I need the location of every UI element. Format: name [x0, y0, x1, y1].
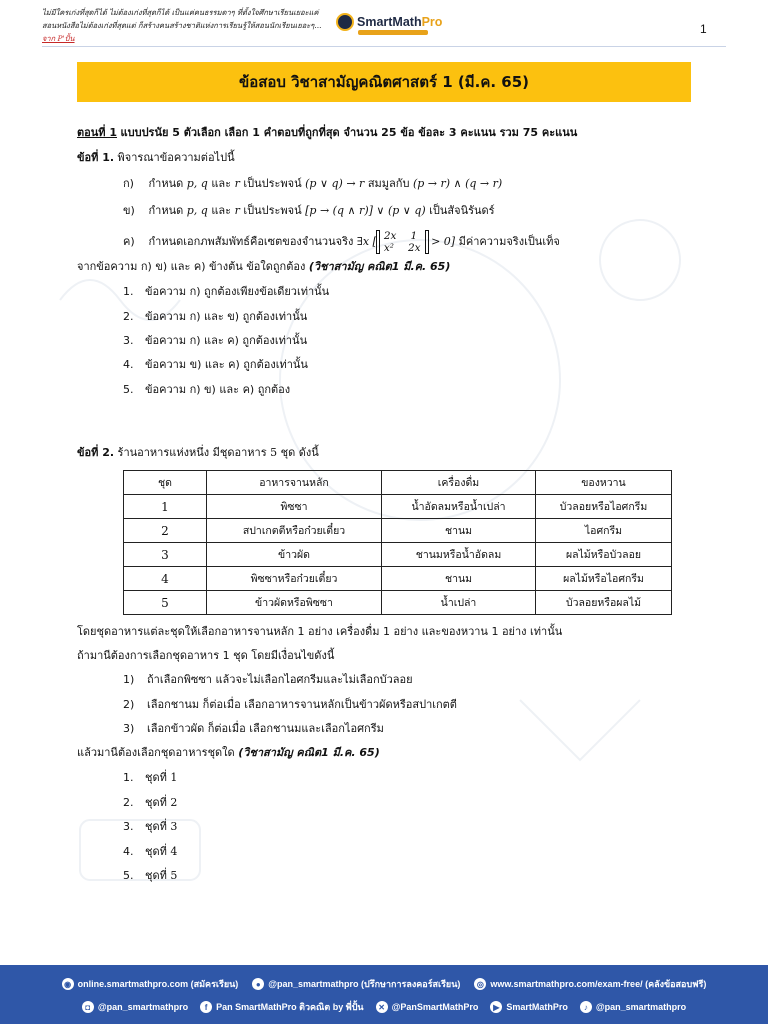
q1-choice[interactable]: 3. ข้อความ ก) และ ค) ถูกต้องเท่านั้น: [123, 334, 308, 347]
q1-choice[interactable]: 1. ข้อความ ก) ถูกต้องเพียงข้อเดียวเท่านั้น: [123, 285, 330, 298]
footer-link-tiktok[interactable]: ♪ @pan_smartmathpro: [580, 1000, 686, 1014]
q1-heading: ข้อที่ 1. พิจารณาข้อความต่อไปนี้: [77, 151, 235, 164]
q2-condition: 3) เลือกข้าวผัด ก็ต่อเมื่อ เลือกชานมและเลือกไอศกรีม: [123, 722, 384, 735]
q1-statement-b: ข) กำหนด p, q และ r เป็นประพจน์ [p → (q ∧ r)] ∨ (p ∨ q) เป็นสัจนิรันดร์: [123, 204, 495, 217]
q2-question: แล้วมานีต้องเลือกชุดอาหารชุดใด (วิชาสามัญ คณิต1 มี.ค. 65): [77, 746, 380, 759]
footer-link-facebook[interactable]: f Pan SmartMathPro ติวคณิต by พี่ปั้น: [200, 1000, 363, 1014]
footer-row-1: [0, 977, 768, 991]
facebook-icon: f: [200, 1001, 212, 1013]
globe-icon: ◉: [62, 978, 74, 990]
q1-statement-c: ค) กำหนดเอกภพสัมพัทธ์คือเซตของจำนวนจริง ∃x [ 2x 1 x² 2x > 0] มีค่าความจริงเป็นเท็จ: [123, 230, 560, 254]
determinant-matrix: 2x 1 x² 2x: [379, 230, 426, 254]
q2-choice[interactable]: 1. ชุดที่ 1: [123, 771, 178, 784]
column-header: เครื่องดื่ม: [382, 471, 536, 495]
footer-row-2: [0, 1000, 768, 1014]
slogan-signature: จาก P'ปั้น: [42, 34, 75, 43]
food-set-table: [123, 470, 672, 615]
footer-link-x[interactable]: ✕ @PanSmartMathPro: [376, 1000, 479, 1014]
page-header: [0, 0, 768, 56]
q2-choice[interactable]: 2. ชุดที่ 2: [123, 796, 178, 809]
q1-choice[interactable]: 2. ข้อความ ก) และ ข) ถูกต้องเท่านั้น: [123, 310, 308, 323]
footer-link-exam-free[interactable]: ◎ www.smartmathpro.com/exam-free/ (คลังข้อสอบฟรี): [474, 977, 706, 991]
column-header: ของหวาน: [536, 471, 672, 495]
header-divider: [42, 46, 726, 47]
web-icon: ◎: [474, 978, 486, 990]
table-row: 2 สปาเกตตีหรือก๋วยเตี๋ยว ชานม ไอศกรีม: [124, 519, 672, 543]
footer-link-website[interactable]: ◉ online.smartmathpro.com (สมัครเรียน): [62, 977, 239, 991]
table-row: 5 ข้าวผัดหรือพิซซา น้ำเปล่า บัวลอยหรือผลไม้: [124, 591, 672, 615]
exam-title: ข้อสอบ วิชาสามัญคณิตศาสตร์ 1 (มี.ค. 65): [77, 62, 691, 102]
instagram-icon: ◘: [82, 1001, 94, 1013]
tiktok-icon: ♪: [580, 1001, 592, 1013]
q2-condition-intro: ถ้ามานีต้องการเลือกชุดอาหาร 1 ชุด โดยมีเงื่อนไขดังนี้: [77, 649, 335, 662]
slogan-line-1: ไม่มีใครเก่งที่สุดก็ได้ ไม่ต้องเก่งที่สุดก็ได้ เป็นแค่คนธรรมดาๆ ที่ตั้งใจศึกษาเรียนเยอะแค่: [42, 8, 319, 17]
slogan-line-2: สอนหนังสือไม่ต้องเก่งที่สุดแต่ ก็สร้างคนสร้างชาติแห่งการเรียนรู้ให้สอนนักเรียนเยอะๆ... จาก P'ปั้น: [42, 21, 322, 43]
youtube-icon: ▶: [490, 1001, 502, 1013]
line-icon: ●: [252, 978, 264, 990]
column-header: อาหารจานหลัก: [207, 471, 382, 495]
footer-link-instagram[interactable]: ◘ @pan_smartmathpro: [82, 1000, 188, 1014]
logo-underline: [358, 30, 428, 35]
q2-condition: 1) ถ้าเลือกพิซซา แล้วจะไม่เลือกไอศกรีมและไม่เลือกบัวลอย: [123, 673, 413, 686]
q2-choice[interactable]: 5. ชุดที่ 5: [123, 869, 178, 882]
x-icon: ✕: [376, 1001, 388, 1013]
contact-footer: [0, 965, 768, 1024]
q2-condition: 2) เลือกชานม ก็ต่อเมื่อ เลือกอาหารจานหลักเป็นข้าวผัดหรือสปาเกตตี: [123, 698, 457, 711]
table-row: 4 พิซซาหรือก๋วยเตี๋ยว ชานม ผลไม้หรือไอศกรีม: [124, 567, 672, 591]
logo-owl-icon: [336, 13, 354, 31]
table-row: 1 พิซซา น้ำอัดลมหรือน้ำเปล่า บัวลอยหรือไอศกรีม: [124, 495, 672, 519]
page-number: 1: [700, 22, 707, 36]
q2-choice[interactable]: 4. ชุดที่ 4: [123, 845, 178, 858]
q2-heading: ข้อที่ 2. ร้านอาหารแห่งหนึ่ง มีชุดอาหาร 5 ชุด ดังนี้: [77, 446, 319, 459]
header-slogan: [42, 6, 332, 45]
part-heading: ตอนที่ 1 แบบปรนัย 5 ตัวเลือก เลือก 1 คำตอบที่ถูกที่สุด จำนวน 25 ข้อ ข้อละ 3 คะแนน รวม 75 คะแนน: [77, 126, 578, 139]
q1-statement-a: ก) กำหนด p, q และ r เป็นประพจน์ (p ∨ q) → r สมมูลกับ (p → r) ∧ (q → r): [123, 177, 503, 190]
smartmathpro-logo: SmartMathPro: [336, 10, 442, 34]
table-header-row: [124, 471, 672, 495]
footer-link-youtube[interactable]: ▶ SmartMathPro: [490, 1000, 568, 1014]
q1-choice[interactable]: 5. ข้อความ ก) ข) และ ค) ถูกต้อง: [123, 383, 291, 396]
q2-rule: โดยชุดอาหารแต่ละชุดให้เลือกอาหารจานหลัก 1 อย่าง เครื่องดื่ม 1 อย่าง และของหวาน 1 อย่าง เท่านั้น: [77, 625, 563, 638]
q2-choice[interactable]: 3. ชุดที่ 3: [123, 820, 178, 833]
column-header: ชุด: [124, 471, 207, 495]
q1-choice[interactable]: 4. ข้อความ ข) และ ค) ถูกต้องเท่านั้น: [123, 358, 308, 371]
footer-link-line[interactable]: ● @pan_smartmathpro (ปรึกษาการลงคอร์สเรียน): [252, 977, 460, 991]
table-row: 3 ข้าวผัด ชานมหรือน้ำอัดลม ผลไม้หรือบัวลอย: [124, 543, 672, 567]
q1-question: จากข้อความ ก) ข) และ ค) ข้างต้น ข้อใดถูกต้อง (วิชาสามัญ คณิต1 มี.ค. 65): [77, 260, 451, 273]
